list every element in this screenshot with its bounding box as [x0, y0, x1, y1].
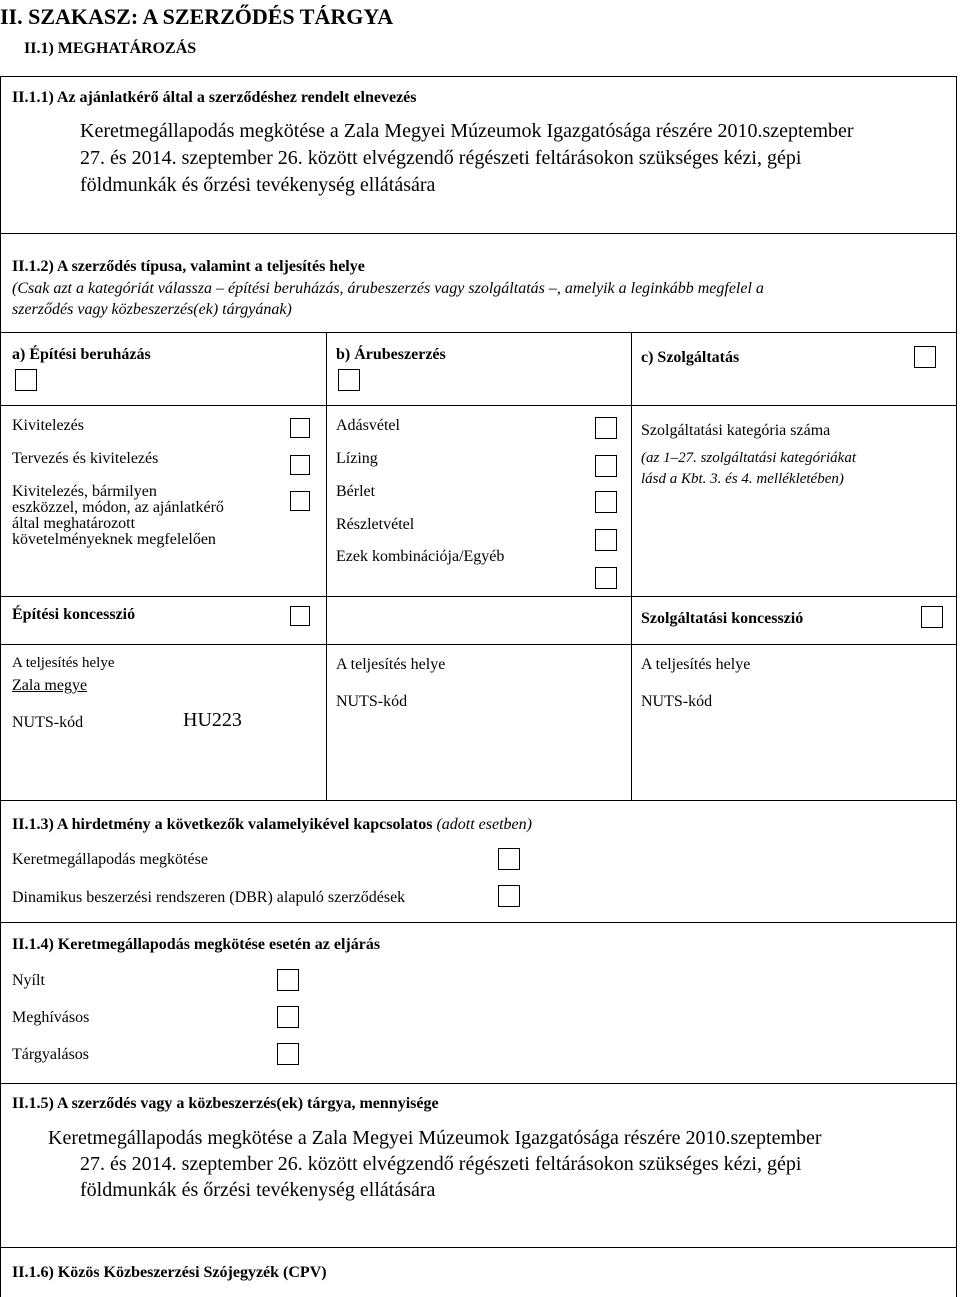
a-item3-line3: által meghatározott	[12, 515, 136, 532]
a-item-kivitelezes-checkbox[interactable]	[290, 418, 310, 438]
section-subtitle: II.1) MEGHATÁROZÁS	[24, 40, 197, 57]
s114-opt-nyilt: Nyílt	[12, 972, 45, 989]
s116-heading: II.1.6) Közös Közbeszerzési Szójegyzék (CPV)	[12, 1264, 327, 1281]
s112-heading: II.1.2) A szerződés típusa, valamint a teljesítés helye	[12, 258, 365, 275]
divider-3	[0, 405, 956, 406]
a-item3-line4: követelményeknek megfelelően	[12, 531, 216, 548]
s112-note1: (Csak azt a kategóriát válassza – építési beruházás, árubeszerzés vagy szolgáltatás –, amelyik a leginkább megfelel a	[12, 280, 764, 297]
c-note1: (az 1–27. szolgáltatási kategóriákat	[641, 450, 856, 466]
s115-line1: Keretmegállapodás megkötése a Zala Megyei Múzeumok Igazgatósága részére 2010.szeptember	[48, 1127, 822, 1149]
divider-8	[0, 1083, 956, 1084]
b-item-lizing: Lízing	[336, 450, 378, 467]
c-note2: lásd a Kbt. 3. és 4. mellékletében)	[641, 471, 844, 487]
a-item-kivitelezes: Kivitelezés	[12, 417, 84, 434]
col-b-checkbox[interactable]	[338, 369, 360, 391]
col-c-label: c) Szolgáltatás	[641, 349, 740, 366]
s115-line2: 27. és 2014. szeptember 26. között elvégzendő régészeti feltárásokon szükséges kézi, gépi	[80, 1153, 802, 1175]
c-place-label: A teljesítés helye	[641, 656, 751, 673]
c-item-kategoria: Szolgáltatási kategória száma	[641, 422, 831, 439]
b-item-egyeb: Ezek kombinációja/Egyéb	[336, 548, 505, 565]
b-item-egyeb-checkbox[interactable]	[595, 567, 617, 589]
s112-note2: szerződés vagy közbeszerzés(ek) tárgyának)	[12, 301, 292, 318]
divider-1	[0, 233, 956, 234]
s115-heading: II.1.5) A szerződés vagy a közbeszerzés(ek) tárgya, mennyisége	[12, 1095, 439, 1112]
concession-a-checkbox[interactable]	[290, 606, 310, 626]
s114-opt-nyilt-checkbox[interactable]	[277, 969, 299, 991]
divider-9	[0, 1247, 956, 1248]
col-divider-2	[631, 332, 632, 800]
s113-opt2-checkbox[interactable]	[498, 885, 520, 907]
s114-opt-meghivasos: Meghívásos	[12, 1009, 90, 1026]
a-nuts-label: NUTS-kód	[12, 714, 84, 731]
a-item-tervezes-checkbox[interactable]	[290, 455, 310, 475]
col-c-checkbox[interactable]	[914, 346, 936, 368]
s114-opt-targyalasos-checkbox[interactable]	[277, 1043, 299, 1065]
frame-right	[956, 76, 957, 1297]
b-item-lizing-checkbox[interactable]	[595, 455, 617, 477]
divider-4	[0, 596, 956, 597]
s114-heading: II.1.4) Keretmegállapodás megkötése esetén az eljárás	[12, 936, 381, 953]
b-item-adasvetel-checkbox[interactable]	[595, 417, 617, 439]
a-place-label: A teljesítés helye	[12, 655, 115, 671]
s111-line1: Keretmegállapodás megkötése a Zala Megyei Múzeumok Igazgatósága részére 2010.szeptember	[80, 120, 854, 142]
a-place-value: Zala megye	[12, 677, 88, 694]
b-item-berlet-checkbox[interactable]	[595, 491, 617, 513]
concession-c-checkbox[interactable]	[921, 606, 943, 628]
divider-5	[0, 644, 956, 645]
concession-a-label: Építési koncesszió	[12, 606, 136, 623]
s113-heading-note: (adott esetben)	[436, 816, 532, 833]
a-nuts-value: HU223	[183, 709, 242, 731]
s114-opt-meghivasos-checkbox[interactable]	[277, 1006, 299, 1028]
s115-line3: földmunkák és őrzési tevékenység ellátására	[80, 1179, 436, 1201]
s113-heading: II.1.3) A hirdetmény a következők valamelyikével kapcsolatos	[12, 816, 433, 833]
b-item-reszletvetel: Részletvétel	[336, 516, 415, 533]
b-place-label: A teljesítés helye	[336, 656, 446, 673]
a-item3-line1: Kivitelezés, bármilyen	[12, 483, 157, 500]
col-b-label: b) Árubeszerzés	[336, 346, 446, 363]
c-nuts-label: NUTS-kód	[641, 693, 713, 710]
divider-7	[0, 922, 956, 923]
divider-2	[0, 332, 956, 333]
b-nuts-label: NUTS-kód	[336, 693, 408, 710]
s113-opt2: Dinamikus beszerzési rendszeren (DBR) alapuló szerződések	[12, 889, 406, 906]
s113-opt1: Keretmegállapodás megkötése	[12, 851, 208, 868]
frame-top	[0, 76, 956, 77]
frame-left	[0, 76, 1, 1297]
s114-opt-targyalasos: Tárgyalásos	[12, 1046, 90, 1063]
section-title: II. SZAKASZ: A SZERZŐDÉS TÁRGYA	[0, 4, 394, 29]
col-divider-1	[326, 332, 327, 800]
col-a-label: a) Építési beruházás	[12, 346, 151, 363]
divider-6	[0, 800, 956, 801]
a-item3-line2: eszközzel, módon, az ajánlatkérő	[12, 499, 224, 516]
b-item-adasvetel: Adásvétel	[336, 417, 400, 434]
col-a-checkbox[interactable]	[15, 369, 37, 391]
b-item-berlet: Bérlet	[336, 483, 376, 500]
concession-c-label: Szolgáltatási koncesszió	[641, 610, 804, 627]
a-item3-checkbox[interactable]	[290, 491, 310, 511]
a-item-tervezes: Tervezés és kivitelezés	[12, 450, 159, 467]
s111-line3: földmunkák és őrzési tevékenység ellátására	[80, 174, 436, 196]
b-item-reszletvetel-checkbox[interactable]	[595, 529, 617, 551]
s111-heading: II.1.1) Az ajánlatkérő által a szerződéshez rendelt elnevezés	[12, 89, 417, 106]
s111-line2: 27. és 2014. szeptember 26. között elvégzendő régészeti feltárásokon szükséges kézi, gépi	[80, 147, 802, 169]
s113-opt1-checkbox[interactable]	[498, 848, 520, 870]
